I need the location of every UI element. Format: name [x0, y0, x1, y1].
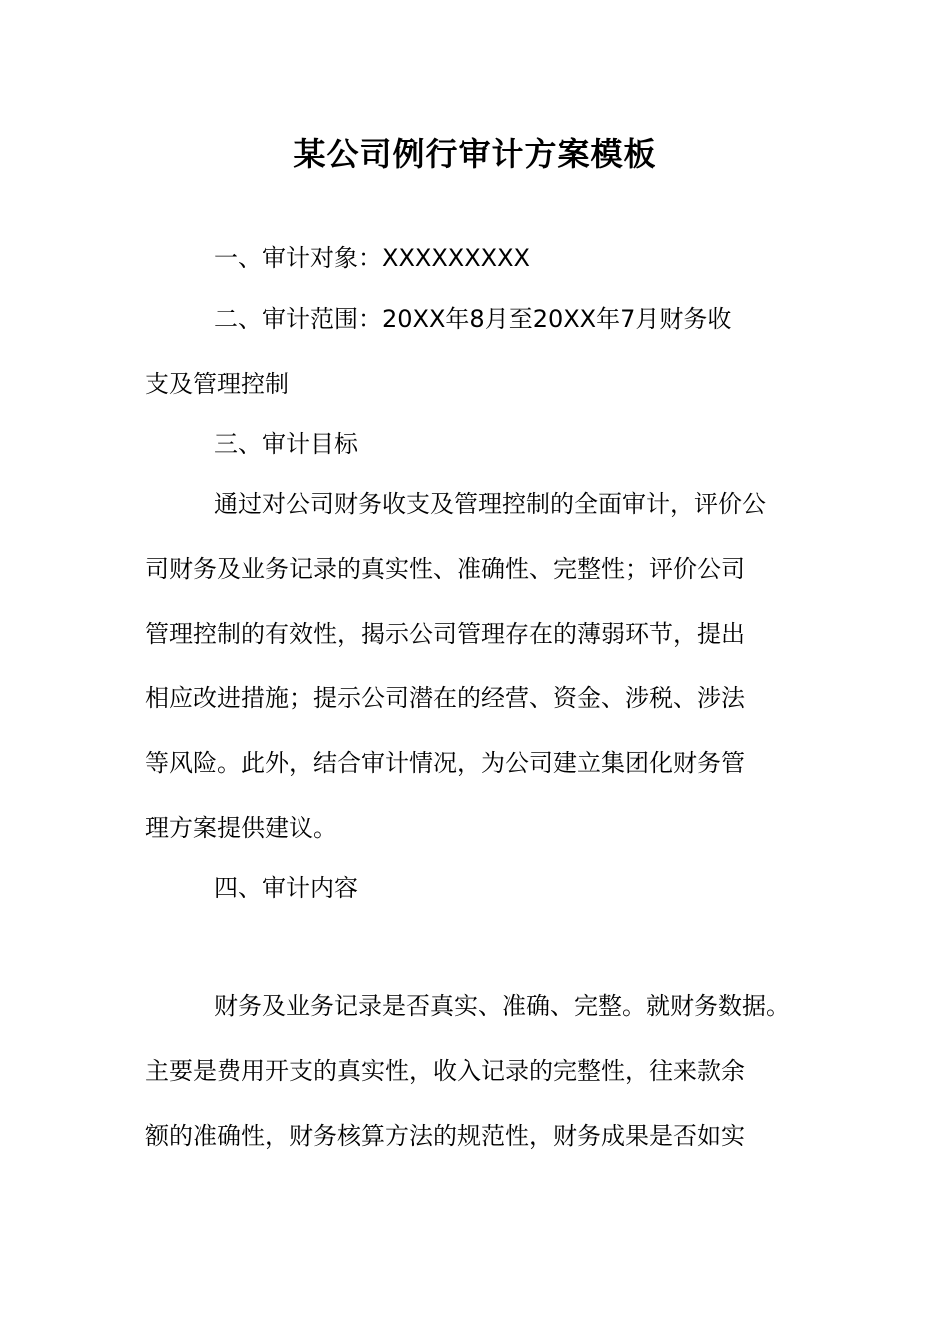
section-audit-content-heading: 四、审计内容 — [214, 874, 358, 902]
paragraph-line: 司财务及业务记录的真实性、准确性、完整性；评价公司 — [145, 555, 745, 583]
paragraph-line: 理方案提供建议。 — [145, 814, 337, 842]
section-audit-scope: 二、审计范围：20XX年8月至20XX年7月财务收 — [214, 305, 732, 333]
paragraph-line: 财务及业务记录是否真实、准确、完整。就财务数据。 — [214, 992, 790, 1020]
section-audit-goal-heading: 三、审计目标 — [214, 430, 358, 458]
paragraph-line: 通过对公司财务收支及管理控制的全面审计，评价公 — [214, 490, 766, 518]
paragraph-line: 管理控制的有效性，揭示公司管理存在的薄弱环节，提出 — [145, 620, 745, 648]
section-audit-object: 一、审计对象：XXXXXXXXX — [214, 244, 530, 272]
paragraph-line: 支及管理控制 — [145, 370, 289, 398]
paragraph-line: 主要是费用开支的真实性，收入记录的完整性，往来款余 — [145, 1057, 745, 1085]
paragraph-line: 相应改进措施；提示公司潜在的经营、资金、涉税、涉法 — [145, 684, 745, 712]
paragraph-line: 等风险。此外，结合审计情况，为公司建立集团化财务管 — [145, 749, 745, 777]
document-title: 某公司例行审计方案模板 — [293, 135, 657, 173]
paragraph-line: 额的准确性，财务核算方法的规范性，财务成果是否如实 — [145, 1122, 745, 1150]
